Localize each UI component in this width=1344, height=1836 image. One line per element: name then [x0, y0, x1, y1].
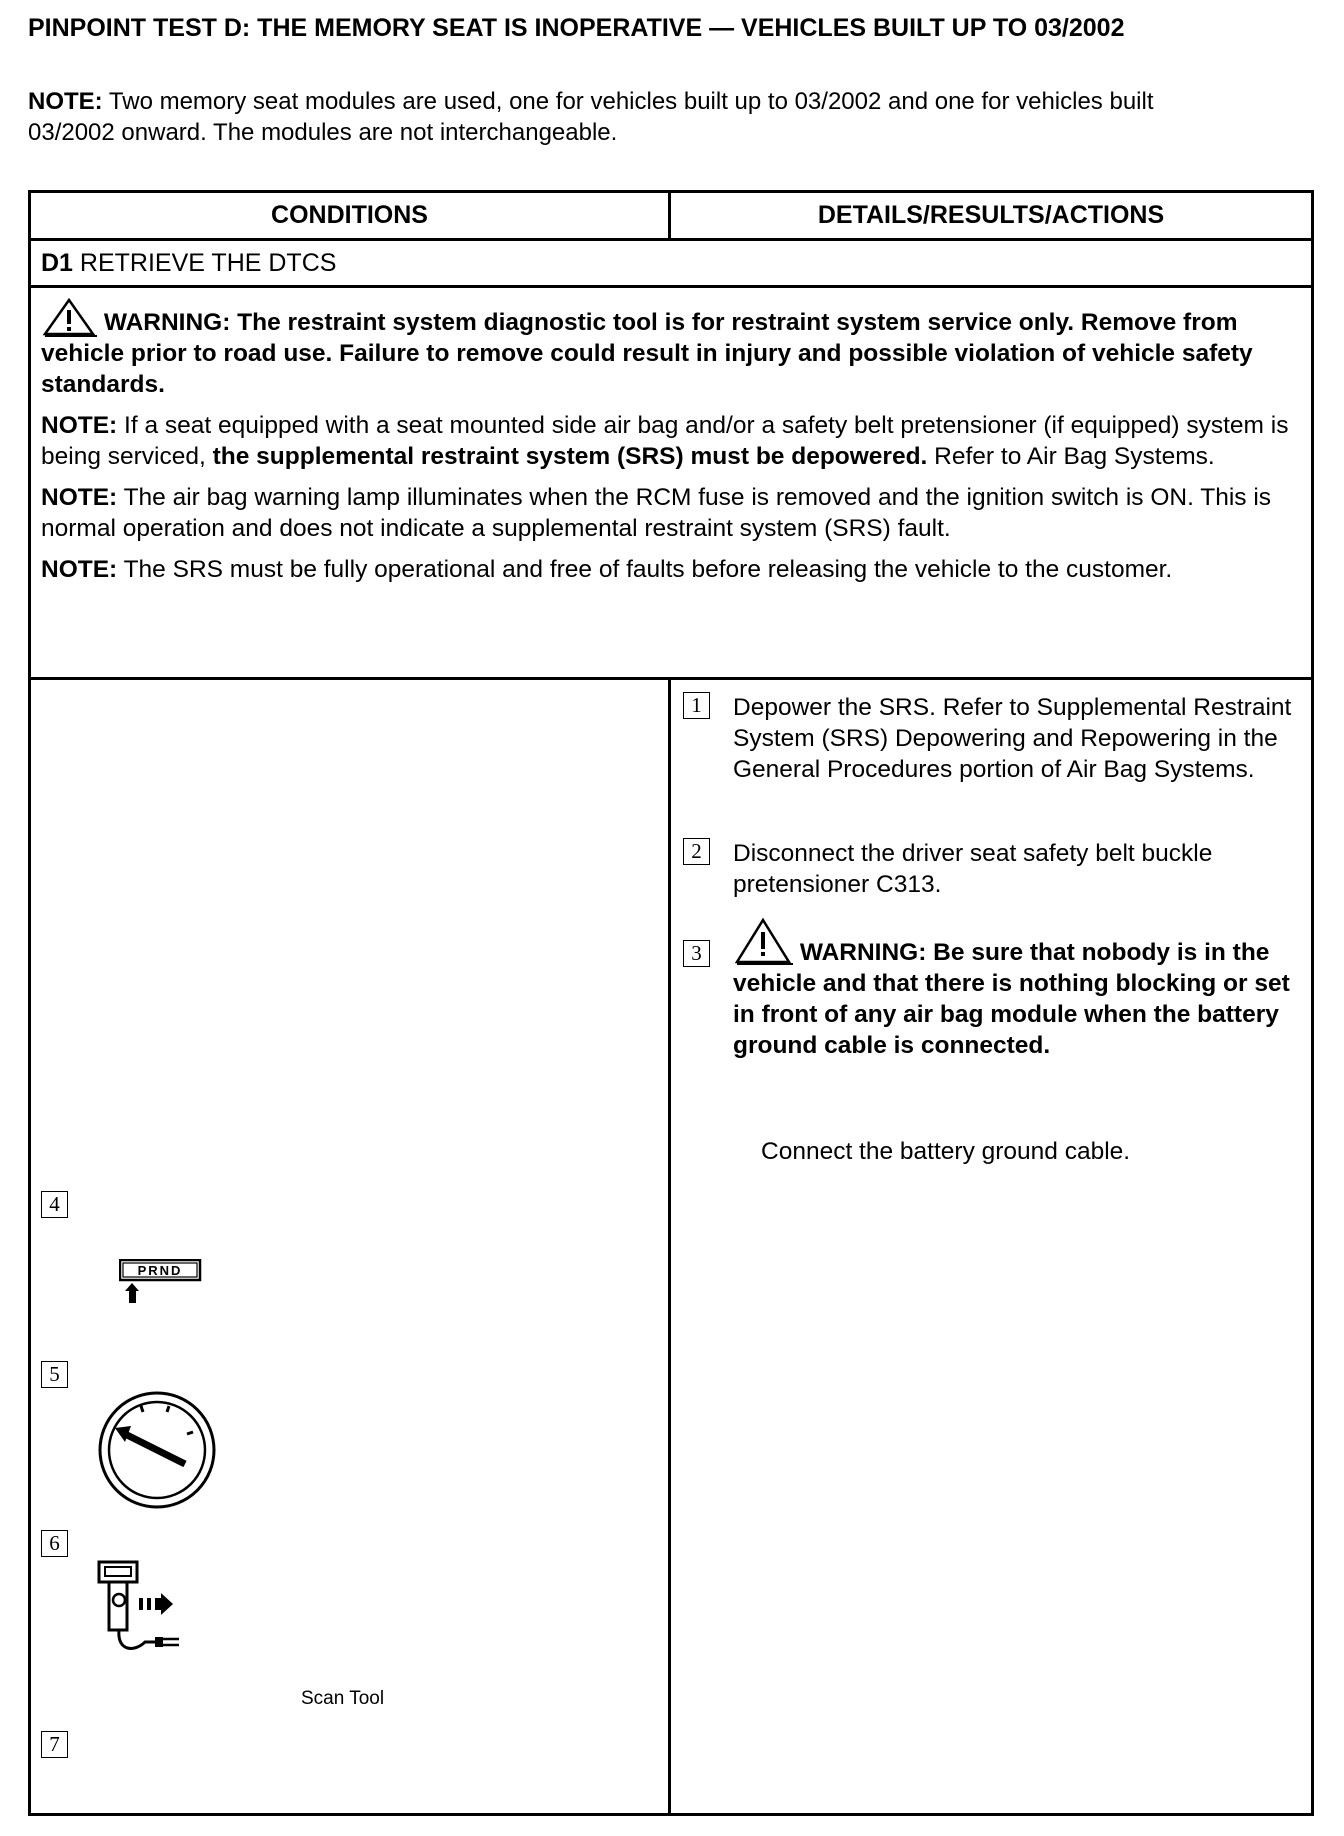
prnd-park-icon — [119, 1259, 203, 1319]
conditions-column — [31, 680, 671, 1813]
ignition-switch-icon — [95, 1388, 219, 1512]
step-number-box: 4 — [41, 1191, 68, 1218]
page-title: PINPOINT TEST D: THE MEMORY SEAT IS INOPERATIVE — VEHICLES BUILT UP TO 03/2002 — [28, 14, 1125, 42]
top-note-label: NOTE: — [28, 88, 103, 115]
scan-tool-label: Scan Tool — [301, 1688, 385, 1709]
step-number-box: 6 — [41, 1530, 68, 1557]
step-number-box: 1 — [683, 692, 710, 719]
step-d1-row — [31, 241, 1311, 288]
note-warning-lamp — [41, 482, 1301, 544]
warning-triangle-icon — [41, 298, 97, 338]
top-note-line2: 03/2002 onward. The modules are not interchangeable. — [28, 119, 618, 146]
note-text: The air bag warning lamp illuminates when the RCM fuse is removed and the ignition switch is ON. This is normal operation and does not indicate a supplemental restraint system (SRS) fault. — [41, 484, 1272, 542]
step-number-box: 7 — [41, 1731, 68, 1758]
note-bold-text: the supplemental restraint system (SRS) must be depowered. — [212, 443, 928, 470]
restraint-warning — [41, 298, 1301, 400]
warning-notes-block — [31, 288, 1311, 680]
step-number-box: 2 — [683, 838, 710, 865]
step-number-box: 3 — [683, 940, 710, 967]
action-battery-warning — [733, 916, 1293, 1061]
note-srs-depower — [41, 410, 1301, 472]
svg-text:PRND: PRND — [137, 1263, 183, 1278]
action-connect-battery: Connect the battery ground cable. — [761, 1138, 1131, 1165]
conditions-header: CONDITIONS — [31, 193, 671, 238]
step-id: D1 — [41, 249, 73, 277]
top-note-line1: Two memory seat modules are used, one for vehicles built up to 03/2002 and one for vehicles built — [102, 88, 1154, 115]
battery-warning-text: WARNING: Be sure that nobody is in the vehicle and that there is nothing blocking or set in front of any air bag module when the battery ground cable is connected. — [733, 939, 1290, 1059]
note-text: If a seat equipped with a seat mounted side air bag and/or a safety belt pretensioner (if equipped) system is being serviced, — [41, 412, 1289, 470]
action-depower-srs: Depower the SRS. Refer to Supplemental Restraint System (SRS) Depowering and Repowering in the General Procedures portion of Air Bag Systems. — [733, 694, 1292, 783]
scan-tool-icon — [95, 1560, 219, 1666]
note-label: NOTE: — [41, 484, 118, 511]
restraint-warning-text: WARNING: The restraint system diagnostic tool is for restraint system service only. Remove from vehicle prior to road use. Failure to remove could result in injury and possible violation of vehicle safety standards. — [41, 309, 1253, 398]
note-srs-operational — [41, 554, 1301, 585]
step-number-box: 5 — [41, 1361, 68, 1388]
note-text: The SRS must be fully operational and free of faults before releasing the vehicle to the customer. — [117, 556, 1173, 583]
note-label: NOTE: — [41, 412, 118, 439]
pinpoint-table — [28, 190, 1314, 1816]
details-header: DETAILS/RESULTS/ACTIONS — [817, 201, 1165, 229]
step-title: RETRIEVE THE DTCS — [72, 249, 337, 277]
note-label: NOTE: — [41, 556, 118, 583]
warning-triangle-icon — [733, 916, 793, 968]
action-disconnect-pretensioner: Disconnect the driver seat safety belt buckle pretensioner C313. — [733, 840, 1213, 898]
note-text-refer: Refer to Air Bag Systems. — [927, 443, 1215, 470]
table-header — [31, 193, 1311, 241]
details-column — [671, 680, 1311, 1813]
top-note — [28, 86, 1344, 148]
